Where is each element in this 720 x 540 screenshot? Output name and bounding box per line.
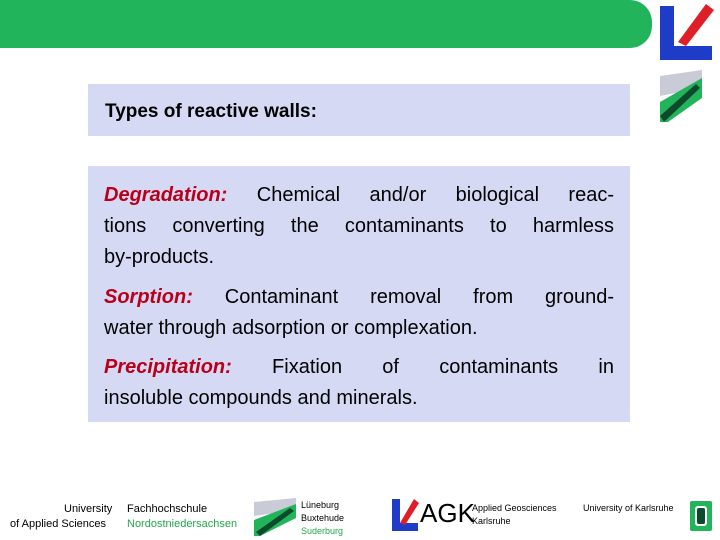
title-panel — [88, 84, 630, 136]
lk-logo-icon — [656, 2, 716, 62]
item-text: Contaminant removal from ground- — [192, 286, 614, 308]
footer-campus-suderburg: Suderburg — [301, 526, 344, 536]
term-precipitation: Precipitation: — [104, 356, 232, 378]
item-text: insoluble compounds and minerals. — [104, 387, 418, 409]
lk-logo-icon — [390, 497, 420, 533]
footer-univ-line2: of Applied Sciences — [10, 518, 107, 530]
footer-campus-luneburg: Lüneburg — [301, 500, 340, 510]
fh-logo-icon — [656, 68, 706, 124]
content-panel — [88, 166, 630, 422]
item-text: by-products. — [104, 246, 215, 268]
list-item — [104, 352, 614, 414]
footer-agk-line1: Applied Geosciences — [472, 503, 557, 513]
footer-fh-line2: Nordostniedersachsen — [127, 518, 238, 530]
term-degradation: Degradation: — [104, 184, 228, 206]
footer-fh-line1: Fachhochschule — [127, 503, 208, 515]
item-text: Fixation of contaminants in — [231, 356, 614, 378]
footer-karlsruhe: University of Karlsruhe — [583, 503, 674, 513]
slide-title: Types of reactive walls: — [105, 101, 317, 122]
fh-logo-icon — [250, 496, 300, 536]
karlsruhe-logo-icon — [688, 499, 714, 533]
term-sorption: Sorption: — [104, 286, 193, 308]
list-item — [104, 282, 614, 344]
agk-logo-text: AGK — [420, 498, 475, 528]
footer-agk-line2: Karlsruhe — [472, 516, 511, 526]
header-green-bar — [0, 0, 652, 48]
item-text: Chemical and/or biological reac- — [227, 184, 614, 206]
item-text: tions converting the contaminants to harmless — [104, 215, 614, 237]
footer-campus-buxtehude: Buxtehude — [301, 513, 345, 523]
footer-univ-line1: University — [64, 503, 113, 515]
list-item — [104, 180, 614, 273]
item-text: water through adsorption or complexation. — [104, 317, 478, 339]
